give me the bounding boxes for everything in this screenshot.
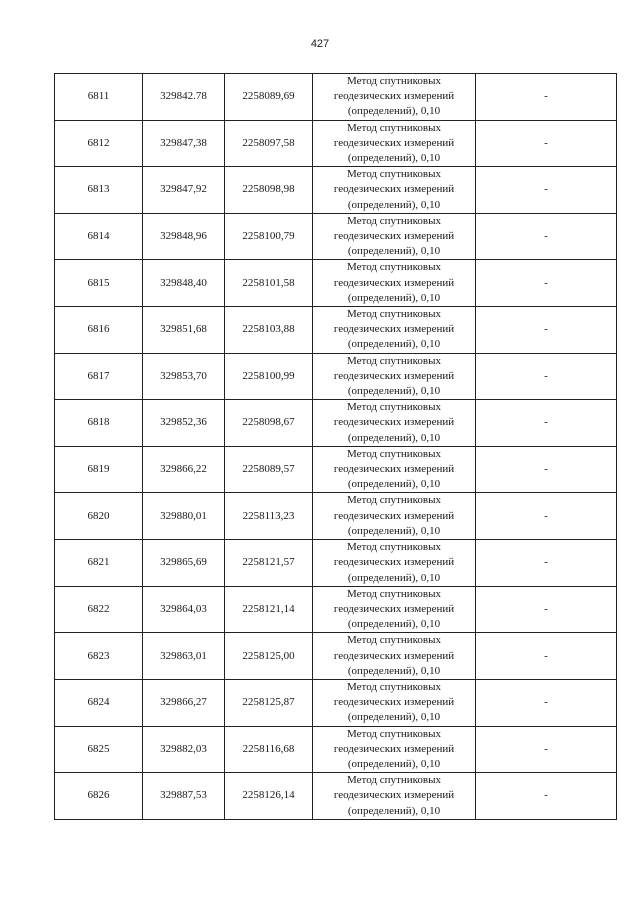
point-number-cell: 6817: [55, 353, 143, 400]
method-line: (определений), 0,10: [347, 571, 441, 584]
y-coordinate-cell: 2258121,14: [225, 586, 313, 633]
x-coordinate-cell: 329848,96: [143, 213, 225, 260]
point-number-cell: 6823: [55, 633, 143, 680]
method-line: (определений), 0,10: [347, 804, 441, 817]
x-coordinate-cell: 329851,68: [143, 307, 225, 354]
note-cell: -: [476, 167, 617, 214]
method-line: Метод спутниковых: [347, 634, 441, 647]
method-line: геодезических измерений: [333, 602, 455, 615]
method-line: геодезических измерений: [333, 230, 455, 243]
method-cell: [313, 307, 476, 354]
method-line: Метод спутниковых: [347, 354, 441, 367]
method-line: геодезических измерений: [333, 276, 455, 289]
method-line: геодезических измерений: [333, 463, 455, 476]
method-cell: [313, 167, 476, 214]
method-line: (определений), 0,10: [347, 152, 441, 165]
method-line: Метод спутниковых: [347, 587, 441, 600]
x-coordinate-cell: 329880,01: [143, 493, 225, 540]
coordinates-table-body: [55, 74, 617, 820]
point-number-cell: 6813: [55, 167, 143, 214]
note-cell: -: [476, 213, 617, 260]
note-cell: -: [476, 679, 617, 726]
method-line: геодезических измерений: [333, 509, 455, 522]
x-coordinate-cell: 329866,27: [143, 679, 225, 726]
point-number-cell: 6815: [55, 260, 143, 307]
method-cell: [313, 213, 476, 260]
y-coordinate-cell: 2258125,87: [225, 679, 313, 726]
point-number-cell: 6820: [55, 493, 143, 540]
x-coordinate-cell: 329847,92: [143, 167, 225, 214]
method-line: Метод спутниковых: [347, 494, 441, 507]
y-coordinate-cell: 2258101,58: [225, 260, 313, 307]
method-line: Метод спутниковых: [347, 168, 441, 181]
note-cell: -: [476, 120, 617, 167]
method-line: геодезических измерений: [333, 742, 455, 755]
y-coordinate-cell: 2258116,68: [225, 726, 313, 773]
method-cell: [313, 400, 476, 447]
method-cell: [313, 633, 476, 680]
point-number-cell: 6814: [55, 213, 143, 260]
y-coordinate-cell: 2258103,88: [225, 307, 313, 354]
method-line: Метод спутниковых: [347, 727, 441, 740]
x-coordinate-cell: 329866,22: [143, 446, 225, 493]
method-line: (определений), 0,10: [347, 291, 441, 304]
point-number-cell: 6822: [55, 586, 143, 633]
table-row: [55, 213, 617, 260]
method-line: Метод спутниковых: [347, 121, 441, 134]
method-cell: [313, 726, 476, 773]
method-cell: [313, 74, 476, 121]
method-line: геодезических измерений: [333, 556, 455, 569]
note-cell: -: [476, 74, 617, 121]
note-cell: -: [476, 260, 617, 307]
method-cell: [313, 120, 476, 167]
x-coordinate-cell: 329863,01: [143, 633, 225, 680]
table-row: [55, 167, 617, 214]
note-cell: -: [476, 353, 617, 400]
y-coordinate-cell: 2258113,23: [225, 493, 313, 540]
y-coordinate-cell: 2258100,99: [225, 353, 313, 400]
method-line: (определений), 0,10: [347, 757, 441, 770]
y-coordinate-cell: 2258089,57: [225, 446, 313, 493]
y-coordinate-cell: 2258126,14: [225, 773, 313, 820]
point-number-cell: 6824: [55, 679, 143, 726]
method-cell: [313, 773, 476, 820]
method-cell: [313, 260, 476, 307]
table-row: [55, 353, 617, 400]
method-line: геодезических измерений: [333, 789, 455, 802]
table-row: [55, 633, 617, 680]
method-cell: [313, 540, 476, 587]
method-line: Метод спутниковых: [347, 308, 441, 321]
method-line: геодезических измерений: [333, 369, 455, 382]
x-coordinate-cell: 329852,36: [143, 400, 225, 447]
y-coordinate-cell: 2258121,57: [225, 540, 313, 587]
y-coordinate-cell: 2258098,67: [225, 400, 313, 447]
y-coordinate-cell: 2258100,79: [225, 213, 313, 260]
method-line: геодезических измерений: [333, 323, 455, 336]
table-row: [55, 120, 617, 167]
table-row: [55, 400, 617, 447]
table-row: [55, 586, 617, 633]
note-cell: -: [476, 307, 617, 354]
y-coordinate-cell: 2258089,69: [225, 74, 313, 121]
table-row: [55, 540, 617, 587]
y-coordinate-cell: 2258098,98: [225, 167, 313, 214]
point-number-cell: 6826: [55, 773, 143, 820]
table-row: [55, 493, 617, 540]
method-line: Метод спутниковых: [347, 261, 441, 274]
method-line: (определений), 0,10: [347, 198, 441, 211]
method-cell: [313, 586, 476, 633]
method-cell: [313, 679, 476, 726]
method-line: (определений), 0,10: [347, 431, 441, 444]
point-number-cell: 6825: [55, 726, 143, 773]
method-cell: [313, 493, 476, 540]
method-line: (определений), 0,10: [347, 524, 441, 537]
method-line: геодезических измерений: [333, 696, 455, 709]
method-line: геодезических измерений: [333, 416, 455, 429]
x-coordinate-cell: 329848,40: [143, 260, 225, 307]
method-line: геодезических измерений: [333, 90, 455, 103]
method-line: геодезических измерений: [333, 183, 455, 196]
method-cell: [313, 446, 476, 493]
x-coordinate-cell: 329864,03: [143, 586, 225, 633]
note-cell: -: [476, 586, 617, 633]
note-cell: -: [476, 773, 617, 820]
method-line: геодезических измерений: [333, 136, 455, 149]
x-coordinate-cell: 329847,38: [143, 120, 225, 167]
method-line: (определений), 0,10: [347, 245, 441, 258]
point-number-cell: 6818: [55, 400, 143, 447]
point-number-cell: 6821: [55, 540, 143, 587]
method-line: (определений), 0,10: [347, 618, 441, 631]
x-coordinate-cell: 329842.78: [143, 74, 225, 121]
method-line: (определений), 0,10: [347, 385, 441, 398]
note-cell: -: [476, 446, 617, 493]
method-line: Метод спутниковых: [347, 541, 441, 554]
x-coordinate-cell: 329853,70: [143, 353, 225, 400]
method-line: (определений), 0,10: [347, 711, 441, 724]
method-line: геодезических измерений: [333, 649, 455, 662]
x-coordinate-cell: 329887,53: [143, 773, 225, 820]
method-line: Метод спутниковых: [347, 214, 441, 227]
method-line: Метод спутниковых: [347, 75, 441, 87]
table-row: [55, 726, 617, 773]
y-coordinate-cell: 2258097,58: [225, 120, 313, 167]
coordinates-table: [54, 73, 617, 820]
note-cell: -: [476, 726, 617, 773]
note-cell: -: [476, 633, 617, 680]
method-line: Метод спутниковых: [347, 447, 441, 460]
x-coordinate-cell: 329865,69: [143, 540, 225, 587]
method-line: (определений), 0,10: [347, 664, 441, 677]
method-cell: [313, 353, 476, 400]
method-line: (определений), 0,10: [347, 338, 441, 351]
method-line: (определений), 0,10: [347, 105, 441, 118]
point-number-cell: 6819: [55, 446, 143, 493]
note-cell: -: [476, 400, 617, 447]
note-cell: -: [476, 540, 617, 587]
point-number-cell: 6811: [55, 74, 143, 121]
method-line: Метод спутниковых: [347, 401, 441, 414]
point-number-cell: 6812: [55, 120, 143, 167]
table-row: [55, 446, 617, 493]
table-row: [55, 74, 617, 121]
page-number: 427: [310, 38, 330, 50]
table-row: [55, 307, 617, 354]
method-line: (определений), 0,10: [347, 478, 441, 491]
note-cell: -: [476, 493, 617, 540]
y-coordinate-cell: 2258125,00: [225, 633, 313, 680]
table-row: [55, 260, 617, 307]
point-number-cell: 6816: [55, 307, 143, 354]
x-coordinate-cell: 329882,03: [143, 726, 225, 773]
table-row: [55, 679, 617, 726]
method-line: Метод спутниковых: [347, 680, 441, 693]
table-row: [55, 773, 617, 820]
method-line: Метод спутниковых: [347, 774, 441, 787]
